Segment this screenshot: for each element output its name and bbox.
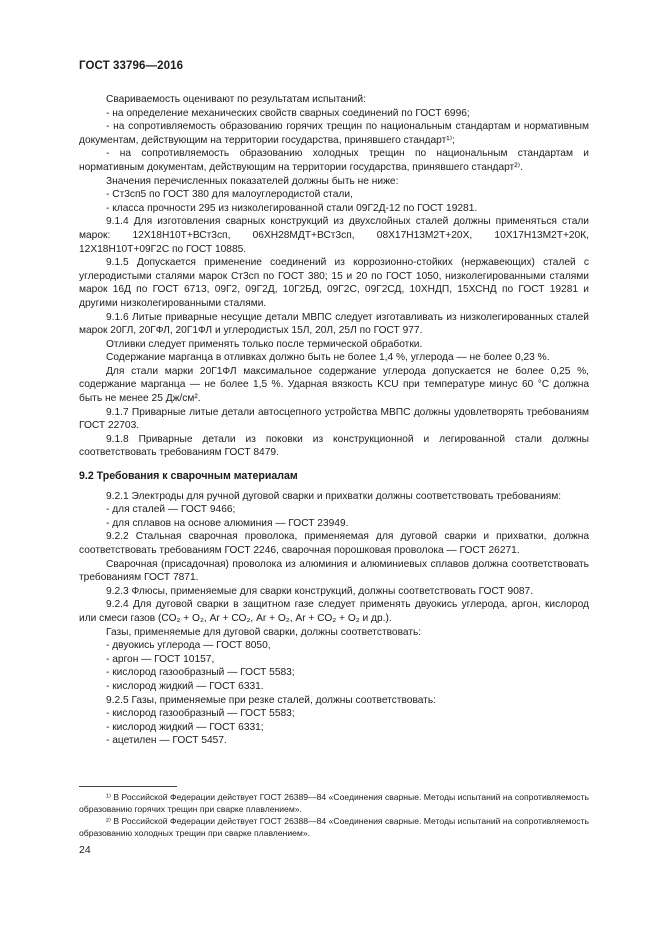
footnote: ²⁾ В Российской Федерации действует ГОСТ 26388—84 «Соединения сварные. Методы испытаний на сопротивляемость образованию холодных трещин при сварке плавлением». <box>79 816 589 838</box>
paragraph: - на сопротивляемость образованию холодных трещин по национальным стандартам и нормативным документам, действующим на территории государства, принявшего стандарт²⁾. <box>79 148 589 173</box>
paragraph: Отливки следует применять только после термической обработки. <box>106 338 423 350</box>
paragraph: 9.2.4 Для дуговой сварки в защитном газе следует применять двуокись углерода, аргон, кислород или смеси газов (СО₂ + О₂, Ar + СО₂, Ar + О₂, Ar + СО₂ + О₂ и др.). <box>79 599 589 624</box>
paragraph: - кислород газообразный — ГОСТ 5583; <box>106 667 295 679</box>
paragraphs-block-1 <box>79 93 589 460</box>
paragraph: - на сопротивляемость образованию горячих трещин по национальным стандартам и нормативным документам, действующим на территории государства, принявшего стандарт¹⁾; <box>79 121 589 146</box>
paragraph: - для сплавов на основе алюминия — ГОСТ 23949. <box>106 517 349 529</box>
footnote: ¹⁾ В Российской Федерации действует ГОСТ 26389—84 «Соединения сварные. Методы испытаний на сопротивляемость образованию горячих трещин при сварке плавлением». <box>79 792 589 814</box>
paragraph: 9.1.5 Допускается применение соединений из коррозионно-стойких (нержавеющих) сталей с углеродистыми сталями марок Ст3сп по ГОСТ 380; 15 и 20 по ГОСТ 1050, низколегированными сталями марок 16Д по ГОСТ 6713, 09Г2, 09Г2Д, 10Г2БД, 09Г2С, 09Г2СД, 10ХНДП, 15ХСНД по ГОСТ 19281 и другими низколегированными сталями. <box>79 257 589 309</box>
footnotes <box>79 791 589 839</box>
paragraph: - класса прочности 295 из низколегированной стали 09Г2Д-12 по ГОСТ 19281. <box>106 202 478 214</box>
paragraph: Для стали марки 20Г1ФЛ максимальное содержание углерода допускается не более 0,25 %, содержание марганца — не более 1,5 %. Ударная вязкость KCU при температуре минус 60 °С должна быть не менее 25 Дж/см². <box>79 365 589 405</box>
page-number: 24 <box>79 844 91 856</box>
body-text <box>79 93 589 748</box>
paragraph: Газы, применяемые для дуговой сварки, должны соответствовать: <box>106 626 422 638</box>
paragraph: 9.1.7 Приварные литые детали автосцепного устройства МВПС должны удовлетворять требованиям ГОСТ 22703. <box>79 406 589 432</box>
footnote-divider <box>79 786 177 787</box>
paragraph: Свариваемость оценивают по результатам испытаний: <box>106 94 366 105</box>
paragraph: 9.1.4 Для изготовления сварных конструкций из двухслойных сталей должны применяться стали марок: 12Х18Н10Т+ВСт3сп, 06ХН28МДТ+ВСт3сп, 08Х17Н13М2Т+20Х, 10Х17Н13М2Т+20К, 12Х18Н10Т+09Г2С по ГОСТ 10885. <box>79 216 589 255</box>
paragraph: - кислород жидкий — ГОСТ 6331. <box>106 680 264 692</box>
paragraph: 9.2.3 Флюсы, применяемые для сварки конструкций, должны соответствовать ГОСТ 9087. <box>106 585 534 597</box>
paragraph: 9.2.5 Газы, применяемые при резке сталей, должны соответствовать: <box>106 694 436 706</box>
paragraph: 9.1.6 Литые приварные несущие детали МВПС следует изготавливать из низколегированных сталей марок 20ГЛ, 20ГФЛ, 20Г1ФЛ и углеродистых 15Л, 20Л, 25Л по ГОСТ 977. <box>79 311 589 337</box>
paragraph: 9.1.8 Приварные детали из поковки из конструкционной и легированной стали должны соответствовать требованиям ГОСТ 8479. <box>79 433 589 459</box>
paragraph: Сварочная (присадочная) проволока из алюминия и алюминиевых сплавов должна соответствовать требованиям ГОСТ 7871. <box>79 558 589 584</box>
paragraph: 9.2.1 Электроды для ручной дуговой сварки и прихватки должны соответствовать требованиям: <box>106 490 562 502</box>
paragraph: - аргон — ГОСТ 10157, <box>106 653 215 665</box>
paragraph: - двуокись углерода — ГОСТ 8050, <box>106 640 271 652</box>
paragraph: Содержание марганца в отливках должно быть не более 1,4 %, углерода — не более 0,23 %. <box>106 352 550 364</box>
paragraph: - кислород газообразный — ГОСТ 5583; <box>106 708 295 720</box>
paragraph: Значения перечисленных показателей должны быть не ниже: <box>106 175 399 187</box>
paragraph: - на определение механических свойств сварных соединений по ГОСТ 6996; <box>106 107 470 119</box>
paragraph: 9.2.2 Стальная сварочная проволока, применяемая для дуговой сварки и прихватки, должна соответствовать требованиям ГОСТ 2246, сварочная порошковая проволока — ГОСТ 26271. <box>79 531 589 556</box>
paragraph: - для сталей — ГОСТ 9466; <box>106 504 236 516</box>
section-heading-9-2: 9.2 Требования к сварочным материалам <box>79 470 298 483</box>
paragraph: - кислород жидкий — ГОСТ 6331; <box>106 721 264 733</box>
paragraphs-block-2 <box>79 490 589 748</box>
paragraph: - Ст3сп5 по ГОСТ 380 для малоуглеродистой стали, <box>106 189 353 201</box>
page-header-title: ГОСТ 33796—2016 <box>79 60 184 72</box>
paragraph: - ацетилен — ГОСТ 5457. <box>106 735 227 747</box>
